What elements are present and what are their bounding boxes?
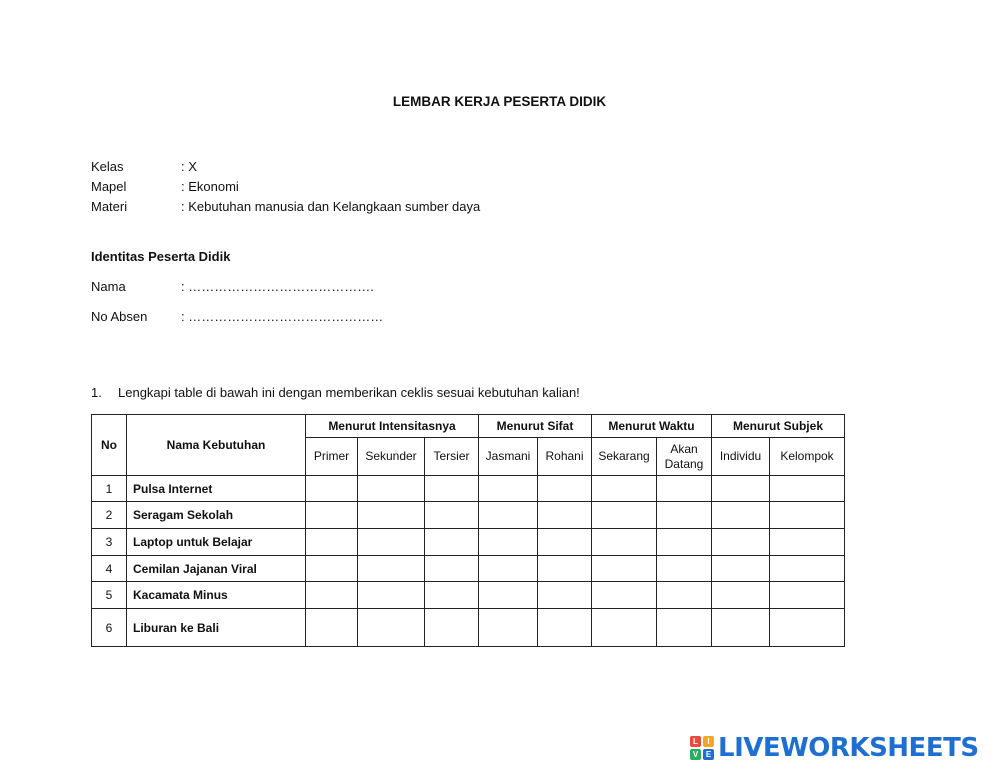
subcol-jasmani: Jasmani xyxy=(479,438,538,476)
group-waktu-header: Menurut Waktu xyxy=(592,415,712,438)
nama-field[interactable]: : ……………………………………. xyxy=(181,279,374,294)
row-number: 5 xyxy=(92,582,127,609)
check-cell[interactable] xyxy=(770,556,845,582)
check-cell[interactable] xyxy=(657,556,712,582)
row-need-name: Pulsa Internet xyxy=(127,476,306,502)
check-cell[interactable] xyxy=(770,502,845,529)
group-subjek-header: Menurut Subjek xyxy=(712,415,845,438)
check-cell[interactable] xyxy=(657,529,712,556)
page-title: LEMBAR KERJA PESERTA DIDIK xyxy=(392,94,607,109)
table-row xyxy=(92,609,845,647)
subcol-tersier: Tersier xyxy=(425,438,479,476)
instruction-number: 1. xyxy=(91,385,102,400)
info-label: Kelas xyxy=(91,159,124,174)
check-cell[interactable] xyxy=(425,609,479,647)
subcol-kelompok: Kelompok xyxy=(770,438,845,476)
group-intensitas-header: Menurut Intensitasnya xyxy=(306,415,479,438)
check-cell[interactable] xyxy=(538,476,592,502)
check-cell[interactable] xyxy=(306,476,358,502)
check-cell[interactable] xyxy=(425,529,479,556)
info-value: : Ekonomi xyxy=(181,179,239,194)
check-cell[interactable] xyxy=(712,476,770,502)
check-cell[interactable] xyxy=(358,502,425,529)
check-cell[interactable] xyxy=(306,582,358,609)
check-cell[interactable] xyxy=(306,556,358,582)
col-name-header: Nama Kebutuhan xyxy=(127,415,306,476)
identity-nama xyxy=(91,279,374,294)
check-cell[interactable] xyxy=(479,582,538,609)
info-value: : Kebutuhan manusia dan Kelangkaan sumber daya xyxy=(181,199,481,214)
check-cell[interactable] xyxy=(592,529,657,556)
check-cell[interactable] xyxy=(538,502,592,529)
row-number: 6 xyxy=(92,609,127,647)
needs-table xyxy=(91,414,845,647)
row-need-name: Liburan ke Bali xyxy=(127,609,306,647)
check-cell[interactable] xyxy=(538,529,592,556)
row-need-name: Cemilan Jajanan Viral xyxy=(127,556,306,582)
check-cell[interactable] xyxy=(657,609,712,647)
subcol-akan-datang: Akan Datang xyxy=(657,438,712,476)
check-cell[interactable] xyxy=(657,502,712,529)
logo-letter-block: I xyxy=(703,736,714,747)
subcol-individu: Individu xyxy=(712,438,770,476)
logo-text: LIVEWORKSHEETS xyxy=(718,733,979,763)
check-cell[interactable] xyxy=(358,609,425,647)
check-cell[interactable] xyxy=(657,476,712,502)
info-label: Materi xyxy=(91,199,128,214)
row-number: 1 xyxy=(92,476,127,502)
logo-letter-block: L xyxy=(690,736,701,747)
info-value: : X xyxy=(181,159,197,174)
check-cell[interactable] xyxy=(770,609,845,647)
check-cell[interactable] xyxy=(479,502,538,529)
info-kelas xyxy=(91,159,197,174)
row-number: 4 xyxy=(92,556,127,582)
check-cell[interactable] xyxy=(592,582,657,609)
check-cell[interactable] xyxy=(712,609,770,647)
subcol-rohani: Rohani xyxy=(538,438,592,476)
subcol-sekunder: Sekunder xyxy=(358,438,425,476)
check-cell[interactable] xyxy=(479,476,538,502)
subcol-sekarang: Sekarang xyxy=(592,438,657,476)
liveworksheets-logo xyxy=(690,730,979,766)
check-cell[interactable] xyxy=(479,556,538,582)
identity-no-absen xyxy=(91,309,383,324)
check-cell[interactable] xyxy=(538,609,592,647)
check-cell[interactable] xyxy=(425,502,479,529)
check-cell[interactable] xyxy=(358,556,425,582)
check-cell[interactable] xyxy=(592,502,657,529)
no-absen-field[interactable]: : ……………………………………… xyxy=(181,309,384,324)
instruction xyxy=(91,385,580,400)
check-cell[interactable] xyxy=(479,609,538,647)
check-cell[interactable] xyxy=(712,582,770,609)
col-no-header: No xyxy=(92,415,127,476)
logo-letter-block: E xyxy=(703,749,714,760)
instruction-text: Lengkapi table di bawah ini dengan memberikan ceklis sesuai kebutuhan kalian! xyxy=(118,385,580,400)
check-cell[interactable] xyxy=(306,529,358,556)
group-sifat-header: Menurut Sifat xyxy=(479,415,592,438)
check-cell[interactable] xyxy=(592,556,657,582)
info-materi xyxy=(91,199,480,214)
row-need-name: Seragam Sekolah xyxy=(127,502,306,529)
table-row xyxy=(92,476,845,502)
check-cell[interactable] xyxy=(306,609,358,647)
info-label: Mapel xyxy=(91,179,127,194)
table-row xyxy=(92,502,845,529)
table-body xyxy=(92,476,845,647)
row-need-name: Laptop untuk Belajar xyxy=(127,529,306,556)
check-cell[interactable] xyxy=(770,529,845,556)
row-number: 2 xyxy=(92,502,127,529)
check-cell[interactable] xyxy=(306,502,358,529)
logo-blocks-icon xyxy=(690,736,714,760)
check-cell[interactable] xyxy=(425,556,479,582)
row-number: 3 xyxy=(92,529,127,556)
check-cell[interactable] xyxy=(712,502,770,529)
identity-heading: Identitas Peserta Didik xyxy=(91,249,231,264)
check-cell[interactable] xyxy=(358,582,425,609)
identity-label: Nama xyxy=(91,279,126,294)
check-cell[interactable] xyxy=(770,582,845,609)
check-cell[interactable] xyxy=(657,582,712,609)
check-cell[interactable] xyxy=(538,582,592,609)
check-cell[interactable] xyxy=(712,529,770,556)
logo-letter-block: V xyxy=(690,749,701,760)
table-row xyxy=(92,556,845,582)
check-cell[interactable] xyxy=(770,476,845,502)
identity-label: No Absen xyxy=(91,309,148,324)
info-mapel xyxy=(91,179,239,194)
check-cell[interactable] xyxy=(712,556,770,582)
check-cell[interactable] xyxy=(592,476,657,502)
check-cell[interactable] xyxy=(425,582,479,609)
check-cell[interactable] xyxy=(538,556,592,582)
table-row xyxy=(92,582,845,609)
table-header-row xyxy=(92,415,845,438)
table-row xyxy=(92,529,845,556)
subcol-primer: Primer xyxy=(306,438,358,476)
row-need-name: Kacamata Minus xyxy=(127,582,306,609)
check-cell[interactable] xyxy=(425,476,479,502)
check-cell[interactable] xyxy=(479,529,538,556)
check-cell[interactable] xyxy=(358,476,425,502)
check-cell[interactable] xyxy=(358,529,425,556)
check-cell[interactable] xyxy=(592,609,657,647)
